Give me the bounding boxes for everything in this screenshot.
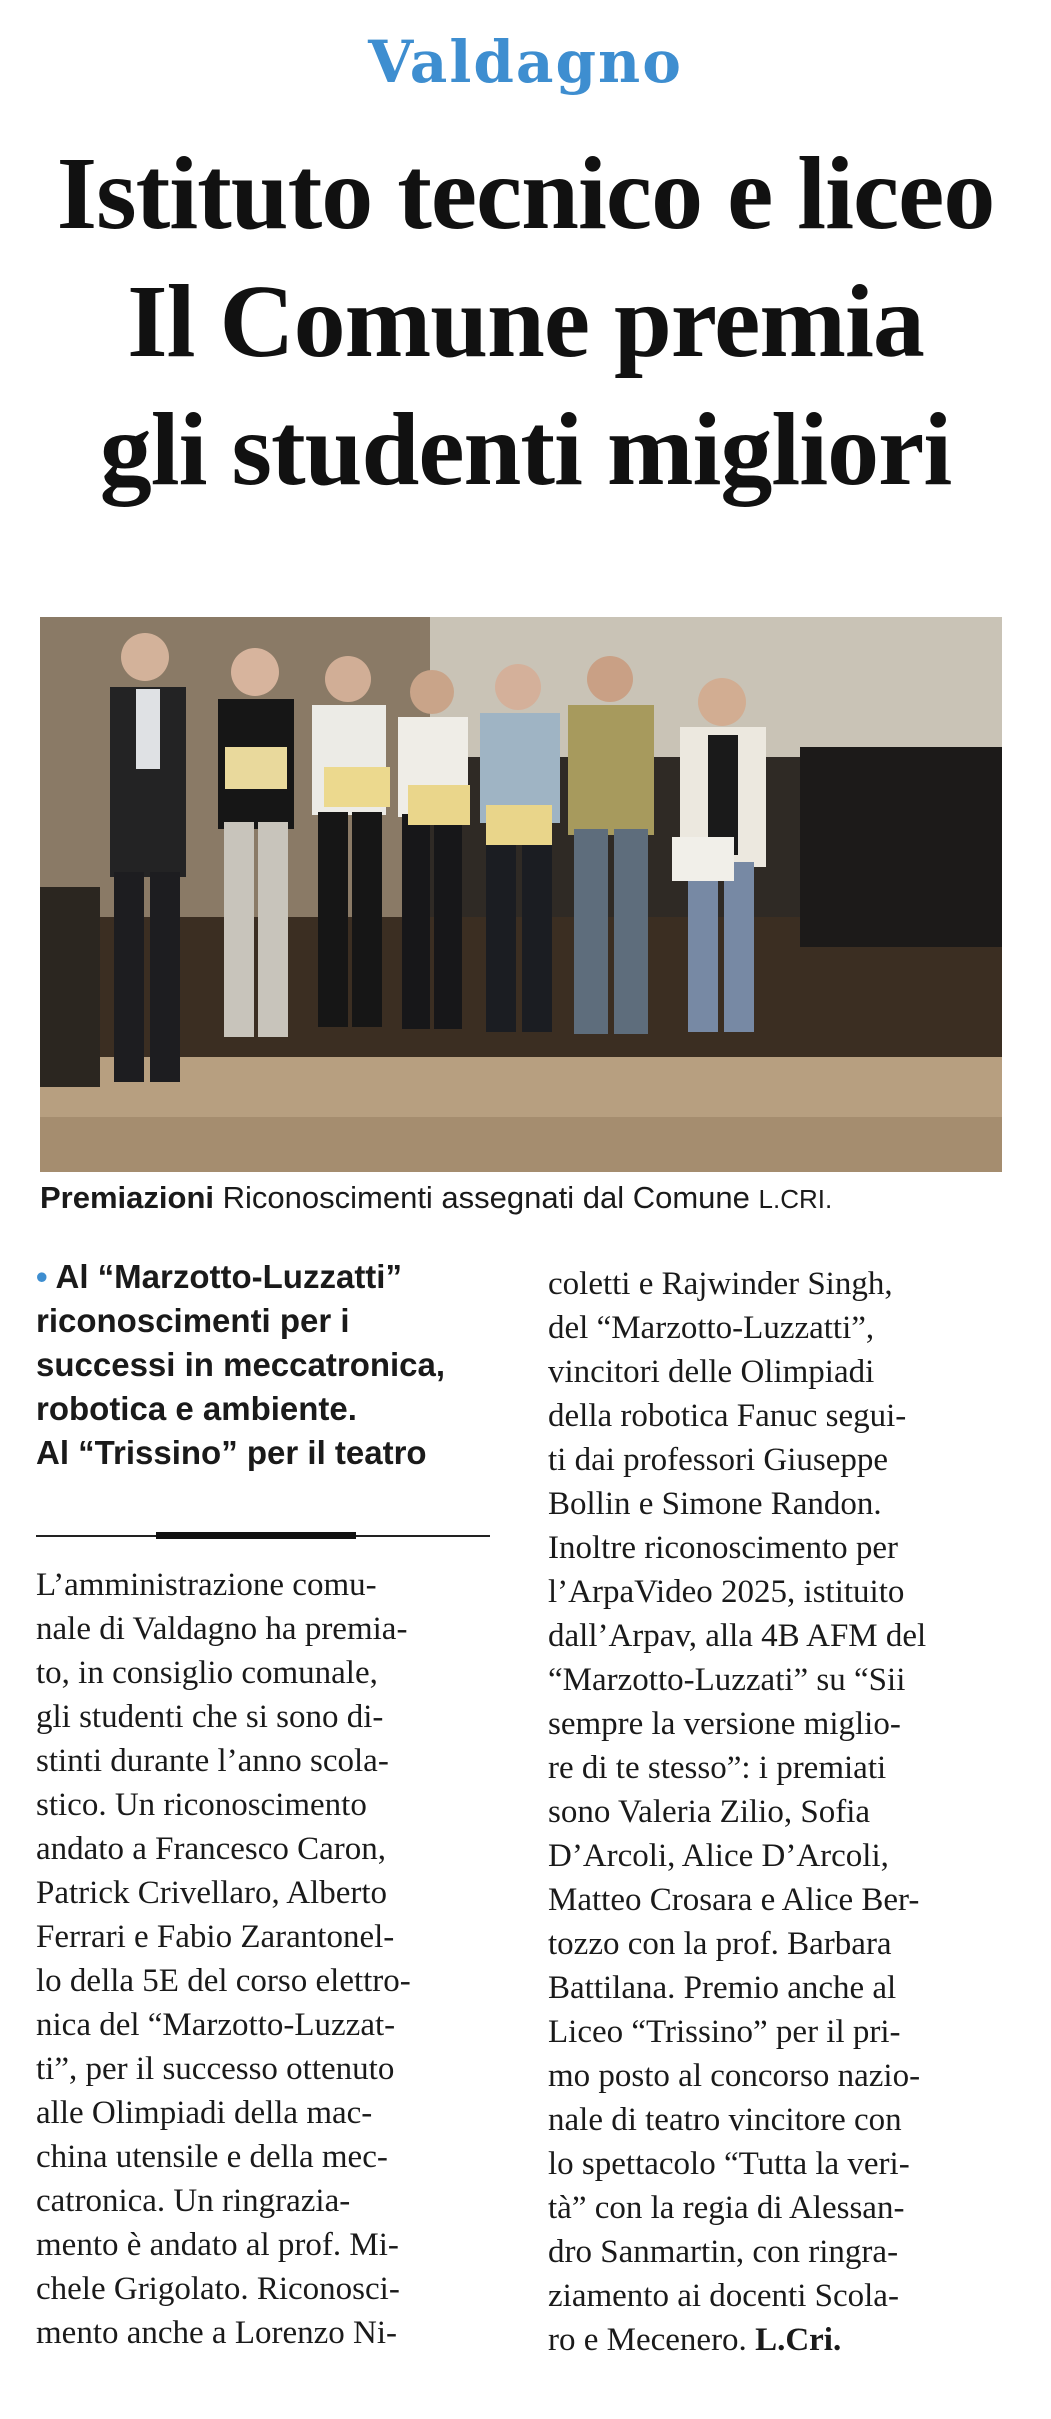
- headline-line-1: Istituto tecnico e liceo: [56, 136, 995, 251]
- body-line: mento anche a Lorenzo Ni-: [36, 2315, 398, 2351]
- body-line: gli studenti che si sono di-: [36, 1699, 384, 1735]
- caption-text: Riconoscimenti assegnati dal Comune: [222, 1180, 750, 1215]
- body-line: dro Sanmartin, con ringra-: [548, 2234, 899, 2270]
- body-line: nale di teatro vincitore con: [548, 2102, 902, 2138]
- person-4: [398, 670, 470, 1029]
- body-line: Ferrari e Fabio Zarantonel-: [36, 1919, 395, 1955]
- body-line: ti”, per il successo ottenuto: [36, 2051, 395, 2087]
- body-line: Inoltre riconoscimento per: [548, 1530, 899, 1566]
- body-line: del “Marzotto-Luzzatti”,: [548, 1310, 875, 1346]
- body-line: chele Grigolato. Riconosci-: [36, 2271, 400, 2307]
- summary-text: Al “Marzotto-Luzzatti”: [55, 1258, 402, 1295]
- summary-box: [36, 1255, 490, 1475]
- body-line: nale di Valdagno ha premia-: [36, 1611, 408, 1647]
- divider-accent: [156, 1532, 356, 1539]
- body-line: Patrick Crivellaro, Alberto: [36, 1875, 387, 1911]
- caption-kicker: Premiazioni: [40, 1180, 214, 1215]
- article-body-left: [36, 1563, 490, 2355]
- summary-line-1: [36, 1255, 490, 1299]
- body-line: ti dai professori Giuseppe: [548, 1442, 889, 1478]
- body-line: Battilana. Premio anche al: [548, 1970, 897, 2006]
- summary-line-3: successi in meccatronica,: [36, 1346, 446, 1383]
- body-line: mo posto al concorso nazio-: [548, 2058, 921, 2094]
- author-signature: L.Cri.: [746, 2322, 842, 2358]
- body-line: stico. Un riconoscimento: [36, 1787, 367, 1823]
- section-label: Valdagno: [368, 28, 683, 96]
- body-line: sono Valeria Zilio, Sofia: [548, 1794, 871, 1830]
- group-photo-illustration: [40, 617, 1002, 1172]
- body-line: tà” con la regia di Alessan-: [548, 2190, 905, 2226]
- body-line: Bollin e Simone Randon.: [548, 1486, 882, 1522]
- headline: [30, 130, 1021, 514]
- body-line: re di te stesso”: i premiati: [548, 1750, 887, 1786]
- body-line: della robotica Fanuc segui-: [548, 1398, 907, 1434]
- caption-credit: L.CRI.: [758, 1184, 833, 1214]
- summary-line-2: riconoscimenti per i: [36, 1302, 350, 1339]
- body-line: sempre la versione miglio-: [548, 1706, 901, 1742]
- group-photo: [40, 617, 1002, 1172]
- body-line: china utensile e della mec-: [36, 2139, 388, 2175]
- summary-line-4: robotica e ambiente.: [36, 1390, 357, 1427]
- divider: [36, 1535, 490, 1537]
- body-line: dall’Arpav, alla 4B AFM del: [548, 1618, 927, 1654]
- summary-line-5: Al “Trissino” per il teatro: [36, 1434, 427, 1471]
- bullet-icon: •: [36, 1258, 48, 1295]
- body-line: lo della 5E del corso elettro-: [36, 1963, 411, 1999]
- summary: [36, 1255, 490, 1475]
- body-line: ro e Mecenero. L.Cri.: [548, 2322, 842, 2358]
- body-line: to, in consiglio comunale,: [36, 1655, 378, 1691]
- headline-line-3: gli studenti migliori: [99, 392, 952, 507]
- body-line: alle Olimpiadi della mac-: [36, 2095, 373, 2131]
- body-line: D’Arcoli, Alice D’Arcoli,: [548, 1838, 889, 1874]
- body-line: mento è andato al prof. Mi-: [36, 2227, 399, 2263]
- body-line: nica del “Marzotto-Luzzat-: [36, 2007, 396, 2043]
- body-line: l’ArpaVideo 2025, istituito: [548, 1574, 905, 1610]
- body-line: ziamento ai docenti Scola-: [548, 2278, 899, 2314]
- body-line: tozzo con la prof. Barbara: [548, 1926, 892, 1962]
- photo-caption: [40, 1180, 1020, 1216]
- body-line: andato a Francesco Caron,: [36, 1831, 387, 1867]
- body-line: catronica. Un ringrazia-: [36, 2183, 351, 2219]
- article-body-right: [548, 1262, 1000, 2362]
- body-line: Liceo “Trissino” per il pri-: [548, 2014, 901, 2050]
- body-line: Matteo Crosara e Alice Ber-: [548, 1882, 920, 1918]
- headline-line-2: Il Comune premia: [127, 264, 924, 379]
- body-line: vincitori delle Olimpiadi: [548, 1354, 875, 1390]
- body-line: lo spettacolo “Tutta la veri-: [548, 2146, 910, 2182]
- body-line: stinti durante l’anno scola-: [36, 1743, 389, 1779]
- body-line: “Marzotto-Luzzati” su “Sii: [548, 1662, 906, 1698]
- body-line: L’amministrazione comu-: [36, 1567, 377, 1603]
- body-line: coletti e Rajwinder Singh,: [548, 1266, 893, 1302]
